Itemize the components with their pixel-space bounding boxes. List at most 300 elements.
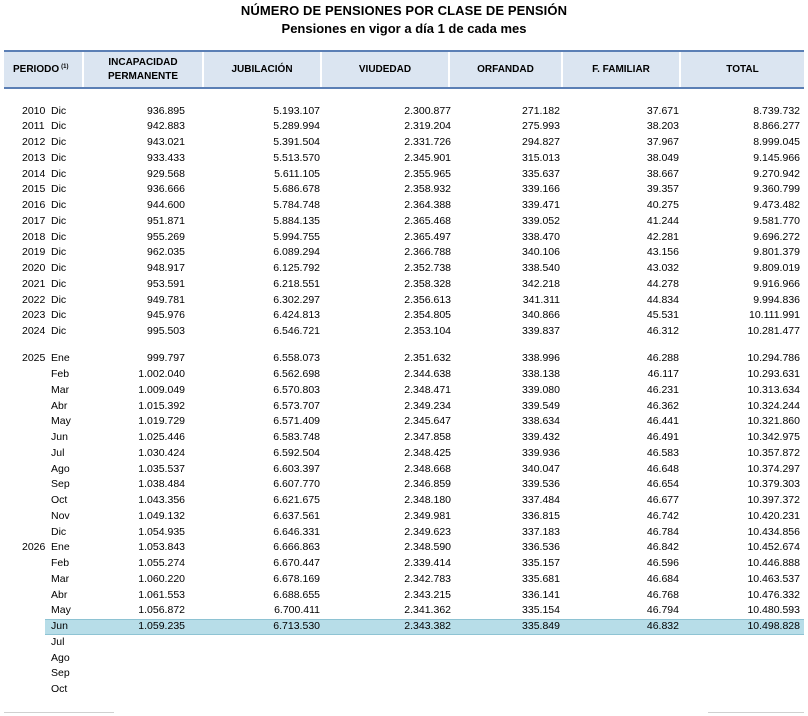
cell-familiar: 46.842 [646,541,679,554]
cell-orfandad: 339.471 [522,199,560,211]
cell-orfandad: 337.484 [522,494,560,506]
header-periodo-footnote: (1) [61,63,69,70]
cell-viudedad: 2.348.180 [404,494,451,506]
cell-viudedad: 2.356.613 [404,293,451,306]
cell-incapacidad: 1.060.220 [138,572,185,585]
cell-familiar: 46.677 [646,494,679,506]
cell-orfandad: 340.047 [522,462,560,475]
cell-month: Dic [51,277,67,290]
cell-month: Dic [51,262,67,274]
cell-month: Ene [51,541,70,554]
cell-month: Feb [51,557,70,569]
cell-viudedad: 2.355.965 [404,167,451,180]
cell-jubilacion: 6.573.707 [273,399,320,412]
cell-orfandad: 338.996 [522,352,560,365]
cell-month: Dic [51,525,67,538]
cell-month: Sep [51,667,70,680]
cell-orfandad: 271.182 [522,104,560,117]
cell-familiar: 46.441 [646,415,679,428]
table-row [0,198,808,214]
table-row [0,525,808,541]
cell-viudedad: 2.365.468 [404,214,451,227]
cell-month: Dic [51,136,67,148]
cell-month: Oct [51,683,68,695]
cell-incapacidad: 929.568 [147,167,185,180]
cell-incapacidad: 944.600 [147,199,185,211]
cell-viudedad: 2.345.647 [404,415,451,428]
cell-viudedad: 2.341.362 [404,604,451,617]
cell-total: 10.313.634 [747,383,800,396]
table-row [0,383,808,399]
cell-year: 2021 [22,277,46,290]
cell-familiar: 38.203 [646,120,679,133]
cell-jubilacion: 6.637.561 [273,509,320,522]
cell-jubilacion: 6.583.748 [273,431,320,443]
cell-month: Ene [51,352,70,365]
cell-jubilacion: 6.678.169 [273,572,320,585]
cell-familiar: 46.832 [646,620,679,632]
table-row [0,430,808,446]
cell-jubilacion: 6.302.297 [273,293,320,306]
cell-month: Mar [51,383,70,396]
cell-total: 10.480.593 [747,604,800,617]
cell-total: 9.801.379 [753,246,800,259]
cell-incapacidad: 948.917 [147,262,185,274]
cell-jubilacion: 6.089.294 [273,246,320,259]
cell-month: Dic [51,293,67,306]
table-row [0,167,808,183]
cell-familiar: 46.742 [646,509,679,522]
cell-viudedad: 2.349.623 [404,525,451,538]
cell-incapacidad: 1.025.446 [138,431,185,443]
cell-orfandad: 275.993 [522,120,560,133]
cell-total: 9.916.966 [753,277,800,290]
cell-month: Dic [51,104,67,117]
cell-total: 10.294.786 [747,352,800,365]
table-row [0,446,808,462]
cell-month: Mar [51,572,70,585]
cell-jubilacion: 6.700.411 [274,604,320,617]
cell-orfandad: 339.080 [522,383,560,396]
table-row [0,556,808,572]
table-row [0,414,808,430]
cell-month: Jul [51,446,65,459]
cell-viudedad: 2.345.901 [404,151,451,164]
cell-viudedad: 2.365.497 [404,230,451,243]
cell-month: Feb [51,368,70,380]
cell-familiar: 37.671 [646,104,679,117]
header-periodo [4,52,84,87]
table-row [0,666,808,682]
cell-familiar: 46.648 [646,462,679,475]
cell-total: 10.357.872 [747,446,800,459]
cell-incapacidad: 1.055.274 [138,557,185,569]
cell-year: 2022 [22,293,46,306]
page-subtitle: Pensiones en vigor a día 1 de cada mes [281,21,527,36]
cell-jubilacion: 6.592.504 [273,446,320,459]
cell-jubilacion: 5.784.748 [273,199,320,211]
table-row [0,324,808,340]
table-row [0,682,808,698]
cell-jubilacion: 6.424.813 [273,309,320,322]
cell-incapacidad: 1.043.356 [138,494,185,506]
cell-viudedad: 2.343.382 [404,620,451,632]
cell-total: 9.809.019 [753,262,800,274]
cell-month: May [51,604,71,617]
cell-familiar: 46.684 [646,572,679,585]
cell-month: Abr [51,588,68,601]
cell-total: 8.866.277 [753,120,800,133]
cell-year: 2019 [22,246,46,259]
table-row [0,214,808,230]
cell-year: 2016 [22,199,46,211]
cell-jubilacion: 5.289.994 [273,120,320,133]
cell-jubilacion: 5.193.107 [273,104,320,117]
cell-familiar: 46.117 [647,368,679,380]
header-total: TOTAL [681,52,804,87]
table-row [0,308,808,324]
cell-total: 9.473.482 [753,199,800,211]
cell-orfandad: 335.849 [522,620,560,632]
header-periodo-label: PERIODO [13,63,60,75]
cell-month: Oct [51,494,68,506]
cell-month: Dic [51,214,67,227]
cell-month: Dic [51,151,67,164]
cell-orfandad: 339.432 [522,431,560,443]
cell-total: 8.739.732 [753,104,800,117]
cell-orfandad: 315.013 [522,151,560,164]
cell-total: 9.994.836 [753,293,800,306]
cell-orfandad: 338.470 [522,230,560,243]
cell-orfandad: 337.183 [522,525,560,538]
cell-year: 2010 [22,104,46,117]
cell-viudedad: 2.348.425 [404,446,451,459]
table-row [0,119,808,135]
cell-month: Jul [51,635,65,648]
cell-jubilacion: 6.570.803 [273,383,320,396]
cell-jubilacion: 5.884.135 [273,214,320,227]
cell-total: 10.446.888 [747,557,800,569]
cell-total: 10.379.303 [747,478,800,491]
cell-year: 2012 [22,136,46,148]
cell-viudedad: 2.346.859 [404,478,451,491]
cell-familiar: 43.032 [646,262,679,274]
header-incapacidad [84,52,204,87]
cell-viudedad: 2.347.858 [404,431,451,443]
table-row [0,151,808,167]
cell-year: 2011 [22,120,45,133]
header-viudedad: VIUDEDAD [322,52,450,87]
cell-jubilacion: 5.513.570 [273,151,320,164]
cell-viudedad: 2.358.932 [404,183,451,196]
cell-total: 10.374.297 [747,462,800,475]
cell-total: 10.452.674 [747,541,800,554]
cell-incapacidad: 1.038.484 [138,478,185,491]
cell-incapacidad: 1.061.553 [138,588,185,601]
cell-total: 10.293.631 [747,368,800,380]
cell-orfandad: 340.866 [522,309,560,322]
table-row [0,509,808,525]
cell-jubilacion: 6.562.698 [273,368,320,380]
cell-month: Dic [51,167,67,180]
cell-orfandad: 339.536 [522,478,560,491]
cell-month: Dic [51,230,67,243]
cell-incapacidad: 936.895 [147,104,185,117]
cell-incapacidad: 943.021 [147,136,185,148]
cell-familiar: 46.362 [646,399,679,412]
header-jubilacion: JUBILACIÓN [204,52,322,87]
cell-viudedad: 2.349.981 [404,509,451,522]
cell-orfandad: 339.936 [522,446,560,459]
table-row [0,651,808,667]
cell-jubilacion: 5.994.755 [273,230,320,243]
cell-incapacidad: 1.059.235 [138,620,185,632]
cell-total: 10.476.332 [747,588,800,601]
cell-viudedad: 2.348.471 [404,383,451,396]
cell-incapacidad: 945.976 [147,309,185,322]
cell-familiar: 46.784 [646,525,679,538]
header-incapacidad-line1: INCAPACIDAD [108,56,178,68]
cell-total: 9.696.272 [753,230,800,243]
table-row [0,588,808,604]
cell-jubilacion: 6.713.530 [273,620,320,632]
cell-familiar: 46.768 [646,588,679,601]
cell-incapacidad: 949.781 [147,293,185,306]
cell-incapacidad: 1.002.040 [138,368,185,380]
cell-familiar: 46.794 [646,604,679,617]
table-row [0,572,808,588]
cell-viudedad: 2.366.788 [404,246,451,259]
cell-orfandad: 335.681 [522,572,560,585]
cell-viudedad: 2.358.328 [404,277,451,290]
cell-jubilacion: 6.666.863 [273,541,320,554]
cell-jubilacion: 6.621.675 [273,494,320,506]
cell-incapacidad: 995.503 [147,325,185,337]
cell-month: Ago [51,651,70,664]
cell-familiar: 46.654 [646,478,679,491]
cell-incapacidad: 1.054.935 [138,525,185,538]
cell-jubilacion: 6.688.655 [273,588,320,601]
cell-familiar: 46.491 [646,431,679,443]
cell-total: 9.581.770 [753,214,800,227]
cell-total: 10.324.244 [747,399,800,412]
cell-month: May [51,415,71,428]
cell-orfandad: 336.141 [522,588,560,601]
table-header [4,52,804,87]
cell-incapacidad: 933.433 [147,151,185,164]
cell-familiar: 39.357 [646,183,679,196]
cell-total: 10.463.537 [747,572,800,585]
table-row-highlighted [0,619,808,635]
cell-total: 9.270.942 [753,167,800,180]
cell-orfandad: 339.837 [522,325,560,337]
cell-year: 2020 [22,262,46,274]
cell-year: 2024 [22,325,46,337]
cell-familiar: 37.967 [646,136,679,148]
cell-year: 2023 [22,309,46,322]
cell-incapacidad: 1.030.424 [138,446,185,459]
cell-orfandad: 342.218 [522,277,560,290]
cell-incapacidad: 962.035 [147,246,185,259]
cell-month: Nov [51,509,70,522]
footer-rule-left [4,712,114,713]
cell-month: Abr [51,399,68,412]
cell-viudedad: 2.300.877 [404,104,451,117]
cell-orfandad: 294.827 [522,136,560,148]
table-row [0,540,808,556]
cell-incapacidad: 1.053.843 [138,541,185,554]
cell-orfandad: 336.536 [522,541,560,554]
cell-incapacidad: 936.666 [147,183,185,196]
cell-familiar: 38.667 [646,167,679,180]
cell-total: 10.321.860 [747,415,800,428]
cell-viudedad: 2.348.668 [404,462,451,475]
cell-jubilacion: 6.607.770 [273,478,320,491]
table-row [0,277,808,293]
cell-orfandad: 335.637 [522,167,560,180]
cell-jubilacion: 6.603.397 [273,462,320,475]
cell-year: 2018 [22,230,46,243]
page-title: NÚMERO DE PENSIONES POR CLASE DE PENSIÓN [240,3,568,18]
cell-familiar: 43.156 [646,246,679,259]
cell-jubilacion: 6.546.721 [273,325,320,337]
cell-month: Sep [51,478,70,491]
table-row [0,351,808,367]
cell-viudedad: 2.339.414 [404,557,451,569]
cell-familiar: 45.531 [646,309,679,322]
header-orfandad: ORFANDAD [450,52,563,87]
cell-incapacidad: 1.015.392 [138,399,185,412]
cell-familiar: 46.312 [646,325,679,337]
cell-familiar: 46.231 [646,383,679,396]
cell-total: 9.360.799 [753,183,800,196]
cell-viudedad: 2.354.805 [404,309,451,322]
table-row [0,104,808,120]
footer-rule-right [708,712,804,713]
cell-jubilacion: 6.670.447 [273,557,320,569]
cell-orfandad: 340.106 [522,246,560,259]
cell-total: 10.420.231 [747,509,800,522]
table-row [0,367,808,383]
cell-orfandad: 339.166 [522,183,560,196]
cell-month: Dic [51,120,67,133]
cell-total: 8.999.045 [753,136,800,148]
cell-familiar: 38.049 [646,151,679,164]
cell-orfandad: 338.540 [522,262,560,274]
cell-viudedad: 2.331.726 [404,136,451,148]
header-incapacidad-line2: PERMANENTE [107,70,178,82]
cell-orfandad: 336.815 [522,509,560,522]
cell-jubilacion: 6.646.331 [273,525,320,538]
cell-jubilacion: 6.218.551 [273,277,320,290]
cell-year: 2013 [22,151,46,164]
cell-viudedad: 2.342.783 [404,572,451,585]
cell-total: 9.145.966 [753,151,800,164]
cell-month: Dic [51,183,67,196]
cell-orfandad: 335.157 [522,557,560,569]
cell-orfandad: 335.154 [522,604,560,617]
table-row [0,135,808,151]
cell-incapacidad: 1.035.537 [138,462,185,475]
cell-incapacidad: 942.883 [147,120,185,133]
cell-familiar: 40.275 [646,199,679,211]
cell-incapacidad: 953.591 [147,277,185,290]
cell-orfandad: 338.138 [522,368,560,380]
cell-viudedad: 2.344.638 [404,368,451,380]
cell-familiar: 44.278 [646,277,679,290]
table-row [0,477,808,493]
table-row [0,293,808,309]
cell-jubilacion: 6.125.792 [273,262,320,274]
cell-orfandad: 339.549 [522,399,560,412]
cell-viudedad: 2.349.234 [404,399,451,412]
cell-incapacidad: 999.797 [147,352,185,365]
table-row [0,261,808,277]
cell-jubilacion: 5.686.678 [273,183,320,196]
cell-month: Jun [51,431,68,443]
cell-month: Dic [51,246,67,259]
cell-viudedad: 2.364.388 [404,199,451,211]
cell-month: Dic [51,309,67,322]
cell-year: 2015 [22,183,46,196]
header-bottom-rule [4,87,804,89]
cell-familiar: 46.288 [646,352,679,365]
cell-incapacidad: 951.871 [147,214,185,227]
table-row [0,182,808,198]
cell-jubilacion: 6.558.073 [273,352,320,365]
cell-familiar: 44.834 [646,293,679,306]
cell-viudedad: 2.348.590 [404,541,451,554]
table-row [0,462,808,478]
cell-month: Dic [51,199,67,211]
cell-viudedad: 2.319.204 [404,120,451,133]
cell-year: 2025 [22,352,46,365]
cell-familiar: 46.583 [646,446,679,459]
table-row [0,230,808,246]
cell-incapacidad: 1.009.049 [138,383,185,396]
table-row [0,603,808,619]
cell-viudedad: 2.351.632 [404,352,451,365]
cell-total: 10.111.991 [749,309,800,322]
cell-familiar: 41.244 [646,214,679,227]
header-familiar: F. FAMILIAR [563,52,681,87]
table-row [0,399,808,415]
cell-orfandad: 341.311 [522,293,560,306]
table-row [0,635,808,651]
cell-familiar: 46.596 [646,557,679,569]
cell-jubilacion: 5.611.105 [274,167,320,180]
cell-year: 2017 [22,214,46,227]
cell-total: 10.281.477 [747,325,800,337]
cell-month: Dic [51,325,67,337]
cell-orfandad: 339.052 [522,214,560,227]
cell-jubilacion: 6.571.409 [273,415,320,428]
cell-incapacidad: 955.269 [147,230,185,243]
cell-total: 10.434.856 [747,525,800,538]
cell-orfandad: 338.634 [522,415,560,428]
cell-incapacidad: 1.056.872 [138,604,185,617]
cell-month: Jun [51,620,68,632]
table-row [0,245,808,261]
cell-total: 10.397.372 [747,494,800,506]
cell-incapacidad: 1.049.132 [138,509,185,522]
cell-viudedad: 2.343.215 [404,588,451,601]
cell-incapacidad: 1.019.729 [138,415,185,428]
cell-viudedad: 2.352.738 [404,262,451,274]
table-row [0,493,808,509]
cell-total: 10.498.828 [747,620,800,632]
cell-total: 10.342.975 [747,431,800,443]
